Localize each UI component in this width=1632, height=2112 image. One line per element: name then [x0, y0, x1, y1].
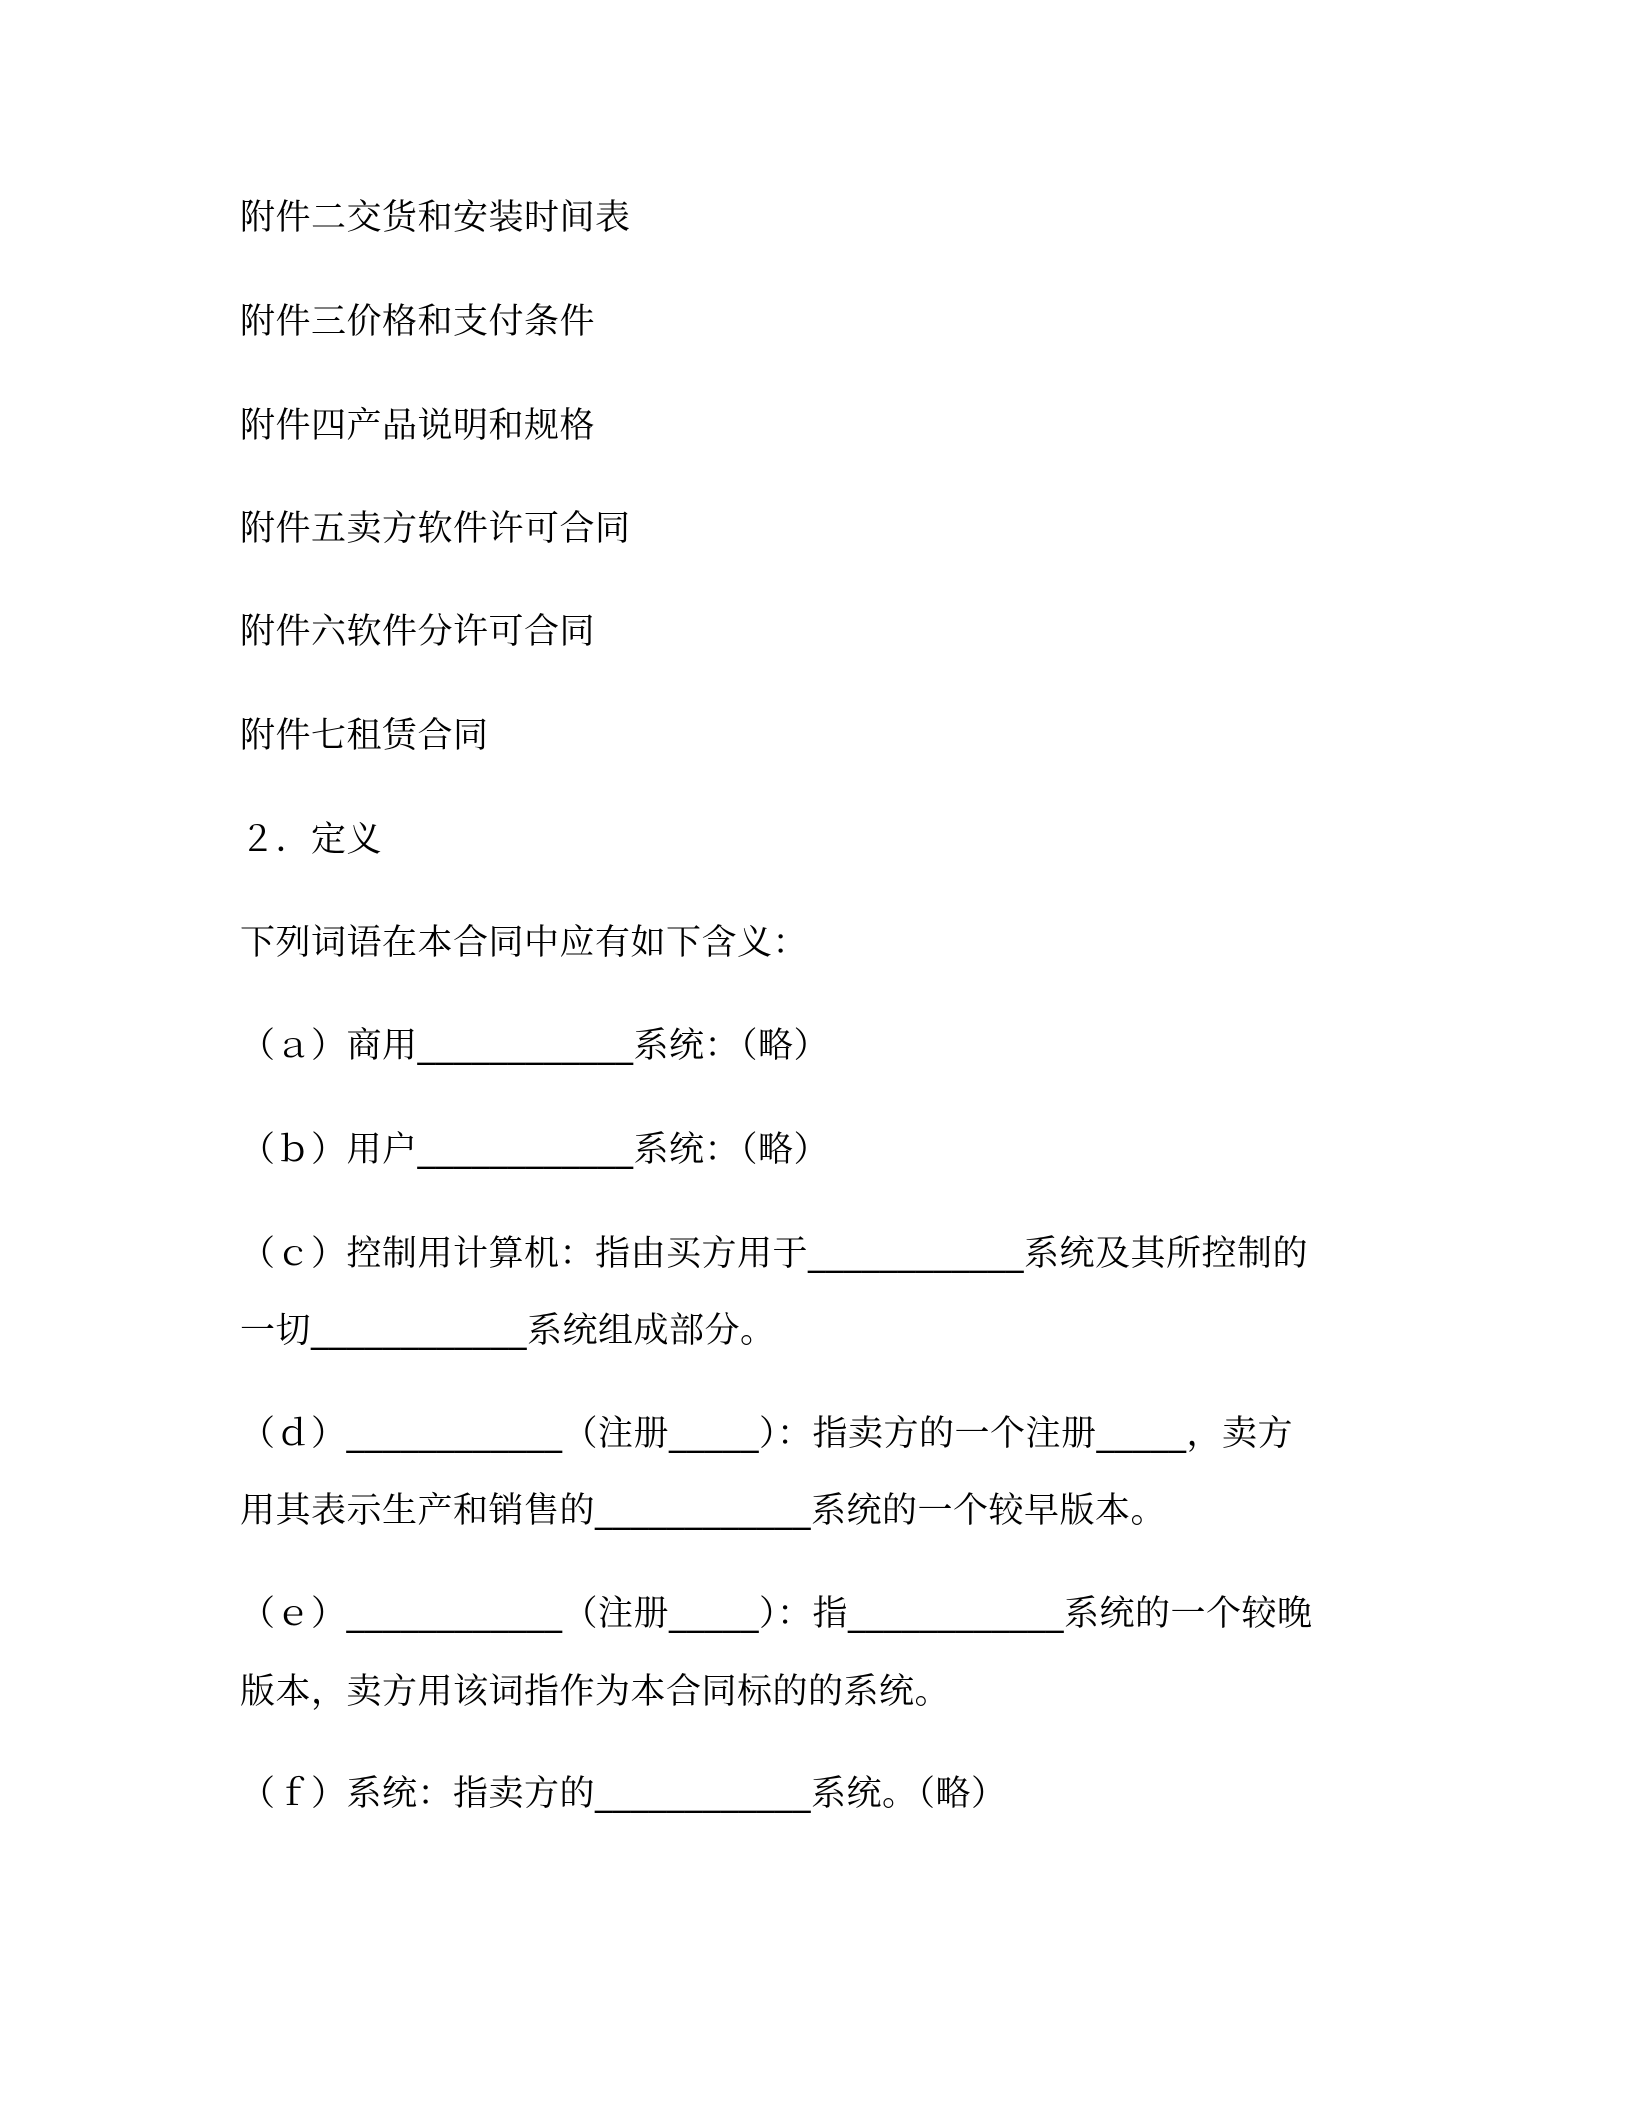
definition-c-line-1: （ｃ）控制用计算机：指由买方用于____________系统及其所控制的: [240, 1234, 1309, 1274]
annex-2-line: 附件二交货和安装时间表: [240, 198, 631, 238]
definition-f: （ｆ）系统：指卖方的____________系统。（略）: [240, 1774, 1007, 1814]
annex-7-line: 附件七租赁合同: [240, 716, 489, 756]
annex-6-line: 附件六软件分许可合同: [240, 612, 596, 652]
annex-4-line: 附件四产品说明和规格: [240, 406, 596, 446]
definition-e-line-2: 版本，卖方用该词指作为本合同标的的系统。: [240, 1672, 951, 1712]
definition-b: （ｂ）用户____________系统：（略）: [240, 1130, 830, 1170]
annex-5-line: 附件五卖方软件许可合同: [240, 509, 631, 549]
section-definition-heading: ２．定义: [240, 820, 383, 860]
definition-intro: 下列词语在本合同中应有如下含义：: [240, 923, 809, 963]
definition-a: （ａ）商用____________系统：（略）: [240, 1026, 830, 1066]
definition-e-line-1: （ｅ）____________（注册_____）：指____________系统的一个较晚: [240, 1594, 1313, 1634]
definition-d-line-1: （ｄ）____________（注册_____）：指卖方的一个注册_____，卖方: [240, 1414, 1294, 1454]
definition-d-line-2: 用其表示生产和销售的____________系统的一个较早版本。: [240, 1491, 1167, 1531]
definition-c-line-2: 一切____________系统组成部分。: [240, 1311, 776, 1351]
annex-3-line: 附件三价格和支付条件: [240, 302, 596, 342]
